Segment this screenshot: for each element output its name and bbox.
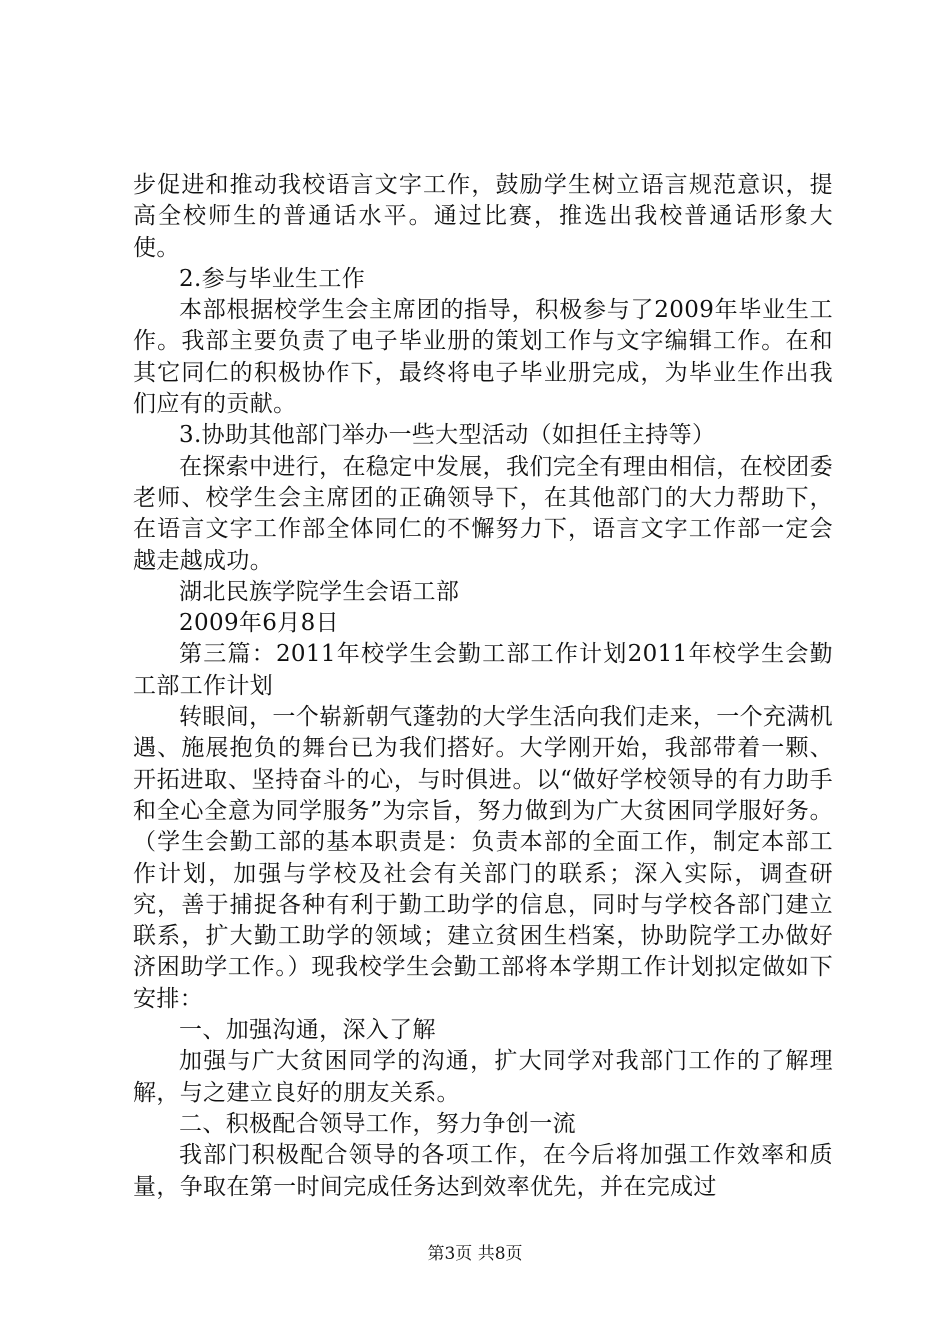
paragraph: 加强与广大贫困同学的沟通，扩大同学对我部门工作的了解理解，与之建立良好的朋友关系。 [133,1048,833,1106]
paragraph: 步促进和推动我校语言文字工作，鼓励学生树立语言规范意识，提高全校师生的普通话水平。通过比赛，推选出我校普通话形象大使。 [133,172,833,261]
page-number: 第3页 共8页 [427,1244,523,1264]
section-heading: 3.协助其他部门举办一些大型活动（如担任主持等） [179,422,716,449]
signature-date: 2009年6月8日 [179,610,339,637]
section-heading: 一、加强沟通，深入了解 [179,1017,436,1044]
signature-organization: 湖北民族学院学生会语工部 [179,578,460,605]
document-body [133,170,833,1203]
section-heading: 2.参与毕业生工作 [179,265,366,292]
paragraph: 在探索中进行，在稳定中发展，我们完全有理由相信，在校团委老师、校学生会主席团的正确领导下，在其他部门的大力帮助下，在语言文字工作部全体同仁的不懈努力下，语言文字工作部一定会越走越成功。 [133,453,833,574]
chapter-title: 第三篇：2011年校学生会勤工部工作计划2011年校学生会勤工部工作计划 [133,641,833,699]
paragraph: 我部门积极配合领导的各项工作，在今后将加强工作效率和质量，争取在第一时间完成任务达到效率优先，并在完成过 [133,1142,833,1200]
paragraph: 转眼间，一个崭新朝气蓬勃的大学生活向我们走来，一个充满机遇、施展抱负的舞台已为我们搭好。大学刚开始，我部带着一颗、开拓进取、坚持奋斗的心，与时俱进。以“做好学校领导的有力助手和全心全意为同学服务”为宗旨，努力做到为广大贫困同学服好务。（学生会勤工部的基本职责是：负责本部的全面工作，制定本部工作计划，加强与学校及社会有关部门的联系；深入实际，调查研究，善于捕捉各种有利于勤工助学的信息，同时与学校各部门建立联系，扩大勤工助学的领域；建立贫困生档案，协助院学工办做好济困助学工作。）现我校学生会勤工部将本学期工作计划拟定做如下安排： [133,704,833,1012]
section-heading: 二、积极配合领导工作，努力争创一流 [179,1110,576,1137]
paragraph: 本部根据校学生会主席团的指导，积极参与了2009年毕业生工作。我部主要负责了电子毕业册的策划工作与文字编辑工作。在和其它同仁的积极协作下，最终将电子毕业册完成，为毕业生作出我们应有的贡献。 [133,297,833,418]
page-footer [0,1244,950,1264]
